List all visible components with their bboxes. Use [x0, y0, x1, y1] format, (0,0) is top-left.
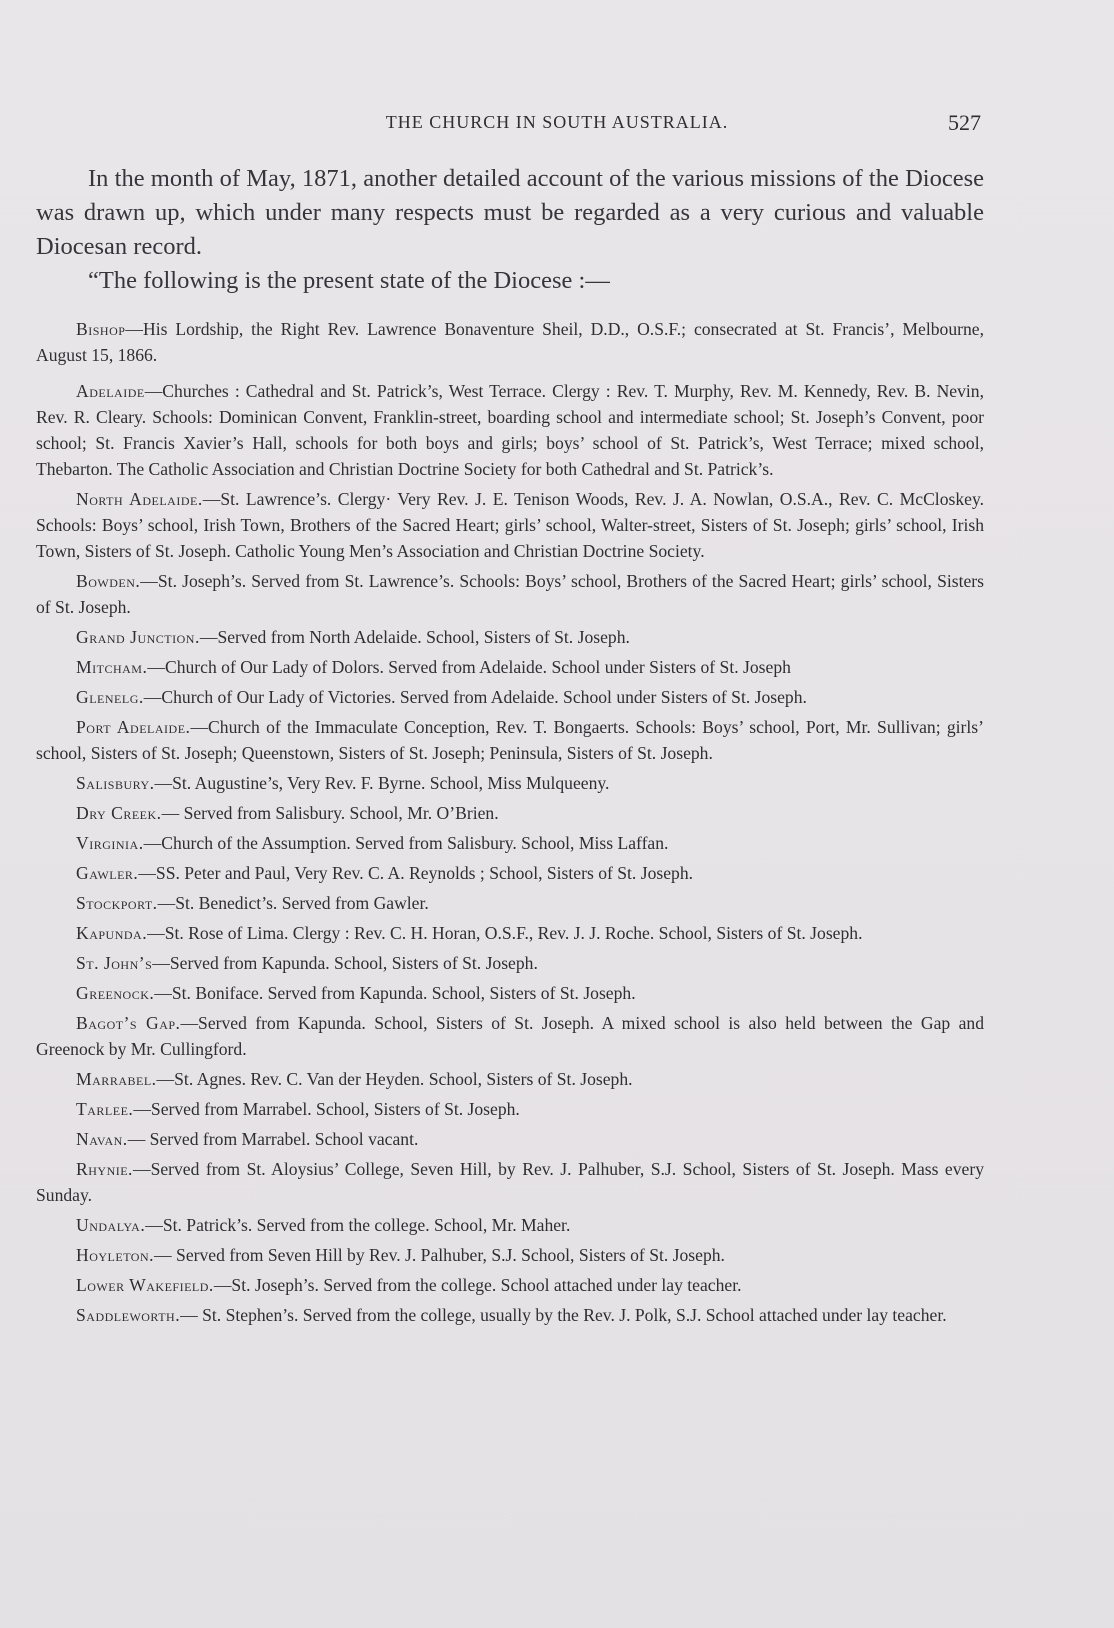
mission-description: —Church of Our Lady of Dolors. Served from Adelaide. School under Sisters of St. Joseph — [147, 657, 791, 677]
mission-place-name: Lower Wakefield. — [76, 1275, 214, 1295]
intro-paragraph: In the month of May, 1871, another detailed account of the various missions of the Diocese was drawn up, which under many respects must be regarded as a very curious and valuable Diocesan record. — [36, 165, 984, 260]
mission-place-name: North Adelaide. — [76, 489, 203, 509]
mission-entry — [36, 1302, 984, 1328]
mission-description: — Served from Marrabel. School vacant. — [127, 1129, 419, 1149]
mission-entry — [36, 316, 984, 368]
mission-description: —St. Boniface. Served from Kapunda. School, Sisters of St. Joseph. — [154, 983, 636, 1003]
mission-description: —Served from Marrabel. School, Sisters of St. Joseph. — [133, 1099, 520, 1119]
mission-place-name: Saddleworth. — [76, 1305, 181, 1325]
mission-entry — [36, 890, 984, 916]
mission-place-name: Mitcham. — [76, 657, 148, 677]
mission-entry — [36, 1272, 984, 1298]
mission-entry — [36, 1156, 984, 1208]
mission-place-name: Hoyleton. — [76, 1245, 155, 1265]
mission-description: —Churches : Cathedral and St. Patrick’s, West Terrace. Clergy : Rev. T. Murphy, Rev. M. Kennedy, Rev. B. Nevin, Rev. R. Cleary. Schools: Dominican Convent, Franklin-street, boarding school and intermediate school; St. Joseph’s Convent, poor school; St. Francis Xavier’s Hall, schools for both boys and girls; boys’ school of St. Patrick’s, West Terrace; mixed school, Thebarton. The Catholic Association and Christian Doctrine Society for both Cathedral and St. Patrick’s. — [36, 381, 984, 479]
mission-description: —St. Rose of Lima. Clergy : Rev. C. H. Horan, O.S.F., Rev. J. J. Roche. School, Sisters of St. Joseph. — [147, 923, 863, 943]
mission-place-name: Salisbury. — [76, 773, 155, 793]
mission-description: —Served from St. Aloysius’ College, Seven Hill, by Rev. J. Palhuber, S.J. School, Sisters of St. Joseph. Mass every Sunday. — [36, 1159, 984, 1205]
mission-place-name: Grand Junction. — [76, 627, 200, 647]
mission-description: —Served from Kapunda. School, Sisters of St. Joseph. — [152, 953, 538, 973]
mission-entry — [36, 714, 984, 766]
mission-place-name: Marrabel. — [76, 1069, 157, 1089]
mission-description: — Served from Seven Hill by Rev. J. Palhuber, S.J. School, Sisters of St. Joseph. — [154, 1245, 725, 1265]
mission-entry — [36, 624, 984, 650]
mission-entry — [36, 1096, 984, 1122]
mission-entry — [36, 1126, 984, 1152]
mission-description: —St. Agnes. Rev. C. Van der Heyden. School, Sisters of St. Joseph. — [156, 1069, 633, 1089]
mission-description: —His Lordship, the Right Rev. Lawrence Bonaventure Sheil, D.D., O.S.F.; consecrated at St. Francis’, Melbourne, August 15, 1866. — [36, 319, 984, 365]
mission-entry — [36, 800, 984, 826]
mission-description: —St. Joseph’s. Served from St. Lawrence’s. Schools: Boys’ school, Brothers of the Sacred Heart; girls’ school, Sisters of St. Joseph. — [36, 571, 984, 617]
page-number: 527 — [948, 110, 981, 135]
mission-entry — [36, 1212, 984, 1238]
running-title: THE CHURCH IN SOUTH AUSTRALIA. — [385, 112, 729, 132]
mission-entry — [36, 378, 984, 482]
mission-description: — Served from Salisbury. School, Mr. O’Brien. — [161, 803, 499, 823]
mission-place-name: Navan. — [76, 1129, 128, 1149]
mission-description: —St. Benedict’s. Served from Gawler. — [157, 893, 429, 913]
mission-place-name: Gawler. — [76, 863, 139, 883]
mission-entry — [36, 1010, 984, 1062]
mission-entry — [36, 860, 984, 886]
mission-entry — [36, 920, 984, 946]
mission-place-name: St. John’s — [76, 953, 153, 973]
mission-description: — St. Stephen’s. Served from the college, usually by the Rev. J. Polk, S.J. School attached under lay teacher. — [180, 1305, 947, 1325]
mission-place-name: Rhynie. — [76, 1159, 133, 1179]
mission-entry — [36, 1242, 984, 1268]
mission-description: —St. Augustine’s, Very Rev. F. Byrne. School, Miss Mulqueeny. — [154, 773, 610, 793]
mission-entry — [36, 568, 984, 620]
mission-place-name: Kapunda. — [76, 923, 148, 943]
page-body — [36, 162, 984, 1332]
mission-entry — [36, 486, 984, 564]
mission-place-name: Bagot’s Gap. — [76, 1013, 181, 1033]
mission-entry — [36, 1066, 984, 1092]
mission-description: —SS. Peter and Paul, Very Rev. C. A. Reynolds ; School, Sisters of St. Joseph. — [138, 863, 694, 883]
running-head — [0, 112, 1114, 142]
mission-entry — [36, 830, 984, 856]
mission-description: —St. Patrick’s. Served from the college. School, Mr. Maher. — [145, 1215, 571, 1235]
diocese-entries — [36, 316, 984, 1328]
mission-description: —Church of the Assumption. Served from Salisbury. School, Miss Laffan. — [143, 833, 669, 853]
mission-place-name: Undalya. — [76, 1215, 146, 1235]
mission-place-name: Tarlee. — [76, 1099, 134, 1119]
mission-entry — [36, 770, 984, 796]
mission-place-name: Bishop — [76, 319, 126, 339]
mission-place-name: Dry Creek. — [76, 803, 162, 823]
mission-place-name: Bowden. — [76, 571, 141, 591]
mission-entry — [36, 950, 984, 976]
mission-description: —St. Joseph’s. Served from the college. School attached under lay teacher. — [213, 1275, 742, 1295]
mission-place-name: Stockport. — [76, 893, 158, 913]
mission-description: —Served from Kapunda. School, Sisters of St. Joseph. A mixed school is also held between the Gap and Greenock by Mr. Cullingford. — [36, 1013, 984, 1059]
mission-description: —St. Lawrence’s. Clergy· Very Rev. J. E. Tenison Woods, Rev. J. A. Nowlan, O.S.A., Rev. C. McCloskey. Schools: Boys’ school, Irish Town, Brothers of the Sacred Heart; girls’ school, Walter-street, Sisters of St. Joseph; girls’ school, Irish Town, Sisters of St. Joseph. Catholic Young Men’s Association and Christian Doctrine Society. — [36, 489, 984, 561]
mission-entry — [36, 684, 984, 710]
mission-place-name: Greenock. — [76, 983, 155, 1003]
mission-description: —Church of the Immaculate Conception, Rev. T. Bongaerts. Schools: Boys’ school, Port, Mr. Sullivan; girls’ school, Sisters of St. Joseph; Queenstown, Sisters of St. Joseph; Peninsula, Sisters of St. Joseph. — [36, 717, 984, 763]
quote-intro: “The following is the present state of the Diocese :— — [88, 267, 610, 294]
mission-entry — [36, 980, 984, 1006]
mission-description: —Served from North Adelaide. School, Sisters of St. Joseph. — [199, 627, 630, 647]
mission-place-name: Port Adelaide. — [76, 717, 191, 737]
mission-place-name: Adelaide — [76, 381, 145, 401]
mission-entry — [36, 654, 984, 680]
mission-place-name: Glenelg. — [76, 687, 144, 707]
mission-place-name: Virginia. — [76, 833, 144, 853]
mission-description: —Church of Our Lady of Victories. Served from Adelaide. School under Sisters of St. Joseph. — [143, 687, 807, 707]
